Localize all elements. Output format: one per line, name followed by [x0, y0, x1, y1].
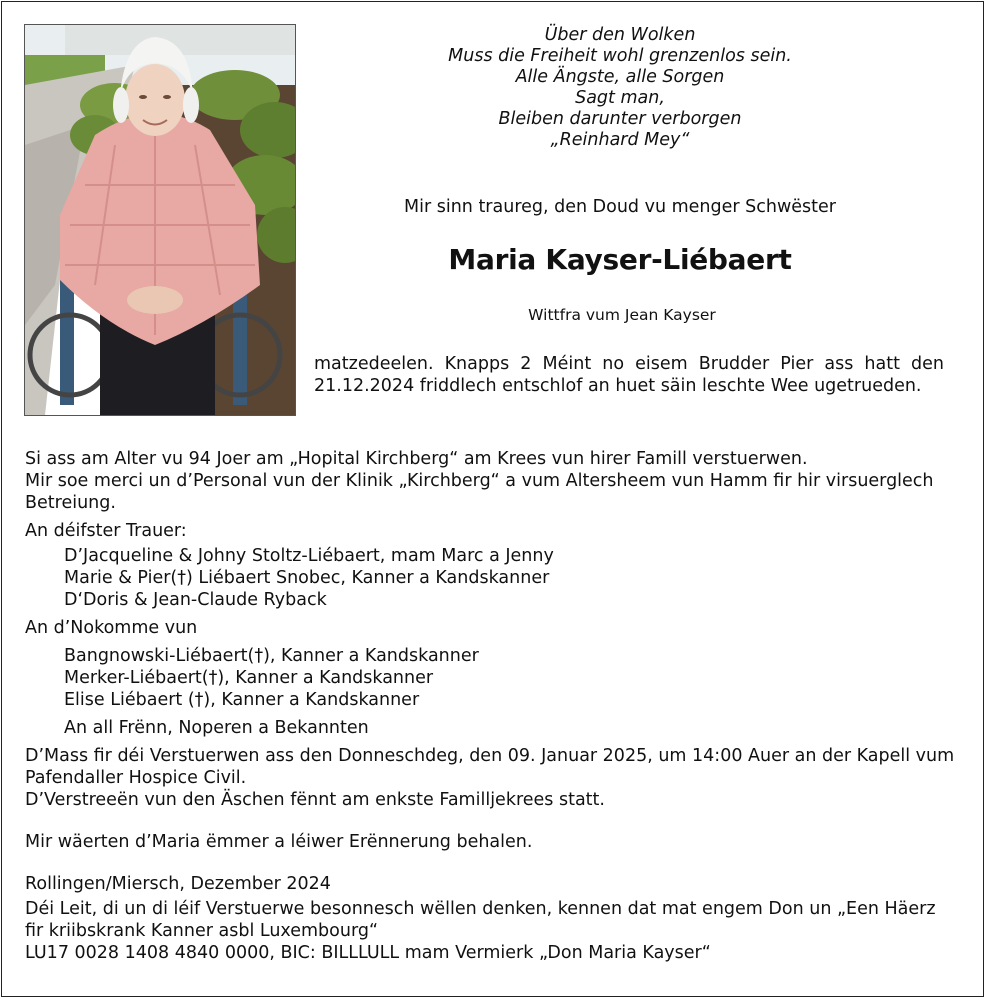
poem-line: Bleiben darunter verborgen: [498, 109, 742, 129]
mass-line: D’Mass fir déi Verstuerwen ass den Donneschdeg, den 09. Januar 2025, um 14:00 Auer an der Kapell vum Pafendaller Hospice Civil.: [25, 746, 955, 788]
place-date: Rollingen/Miersch, Dezember 2024: [25, 874, 331, 894]
portrait-image: [25, 25, 295, 415]
mourning-label: An déifster Trauer:: [25, 521, 187, 541]
mourner-line: D‘Doris & Jean-Claude Ryback: [64, 590, 327, 610]
announcement-paragraph: matzedeelen. Knapps 2 Méint no eisem Brudder Pier ass hatt den 21.12.2024 friddlech entschlof an huet säin leschte Wee ugetrueden.: [314, 354, 944, 396]
descendant-line: Bangnowski-Liébaert(†), Kanner a Kandskanner: [64, 646, 479, 666]
descendants-label: An d’Nokomme vun: [25, 618, 198, 638]
poem-line: Über den Wolken: [544, 25, 696, 45]
poem-author: „Reinhard Mey“: [550, 130, 690, 150]
donation-line: Déi Leit, di un di léif Verstuerwe besonnesch wëllen denken, kennen dat mat engem Don un „Een Häerz fir kriibskrank Kanner asbl Luxembourg“: [25, 899, 936, 941]
descendant-line: Merker-Liébaert(†), Kanner a Kandskanner: [64, 668, 434, 688]
descendant-line: Elise Liébaert (†), Kanner a Kandskanner: [64, 690, 420, 710]
memory-line: Mir wäerten d’Maria ëmmer a léiwer Erënnerung behalen.: [25, 832, 533, 852]
widow-line: Wittfra vum Jean Kayser: [528, 306, 716, 324]
bank-line: LU17 0028 1408 4840 0000, BIC: BILLLULL mam Vermierk „Don Maria Kayser“: [25, 943, 711, 963]
thanks-line: Mir soe merci un d’Personal vun der Klinik „Kirchberg“ a vum Altersheem vun Hamm fir hir virsuerglech Betreiung.: [25, 471, 934, 513]
poem-line: Alle Ängste, alle Sorgen: [515, 67, 725, 87]
mourner-line: Marie & Pier(†) Liébaert Snobec, Kanner a Kandskanner: [64, 568, 550, 588]
poem-line: Sagt man,: [575, 88, 665, 108]
deceased-name: Maria Kayser-Liébaert: [448, 243, 792, 276]
notice-body: [25, 448, 955, 964]
ashes-line: D’Verstreeën vun den Äschen fënnt am enkste Familljekrees statt.: [25, 790, 605, 810]
poem: [400, 25, 840, 151]
portrait-photo: [24, 24, 296, 416]
friends-line: An all Frënn, Noperen a Bekannten: [64, 718, 369, 738]
poem-line: Muss die Freiheit wohl grenzenlos sein.: [448, 46, 792, 66]
age-line: Si ass am Alter vu 94 Joer am „Hopital Kirchberg“ am Krees vun hirer Famill verstuerwen.: [25, 449, 808, 469]
mourner-line: D’Jacqueline & Johny Stoltz-Liébaert, mam Marc a Jenny: [64, 546, 554, 566]
intro-line: Mir sinn traureg, den Doud vu menger Schwëster: [404, 197, 836, 217]
